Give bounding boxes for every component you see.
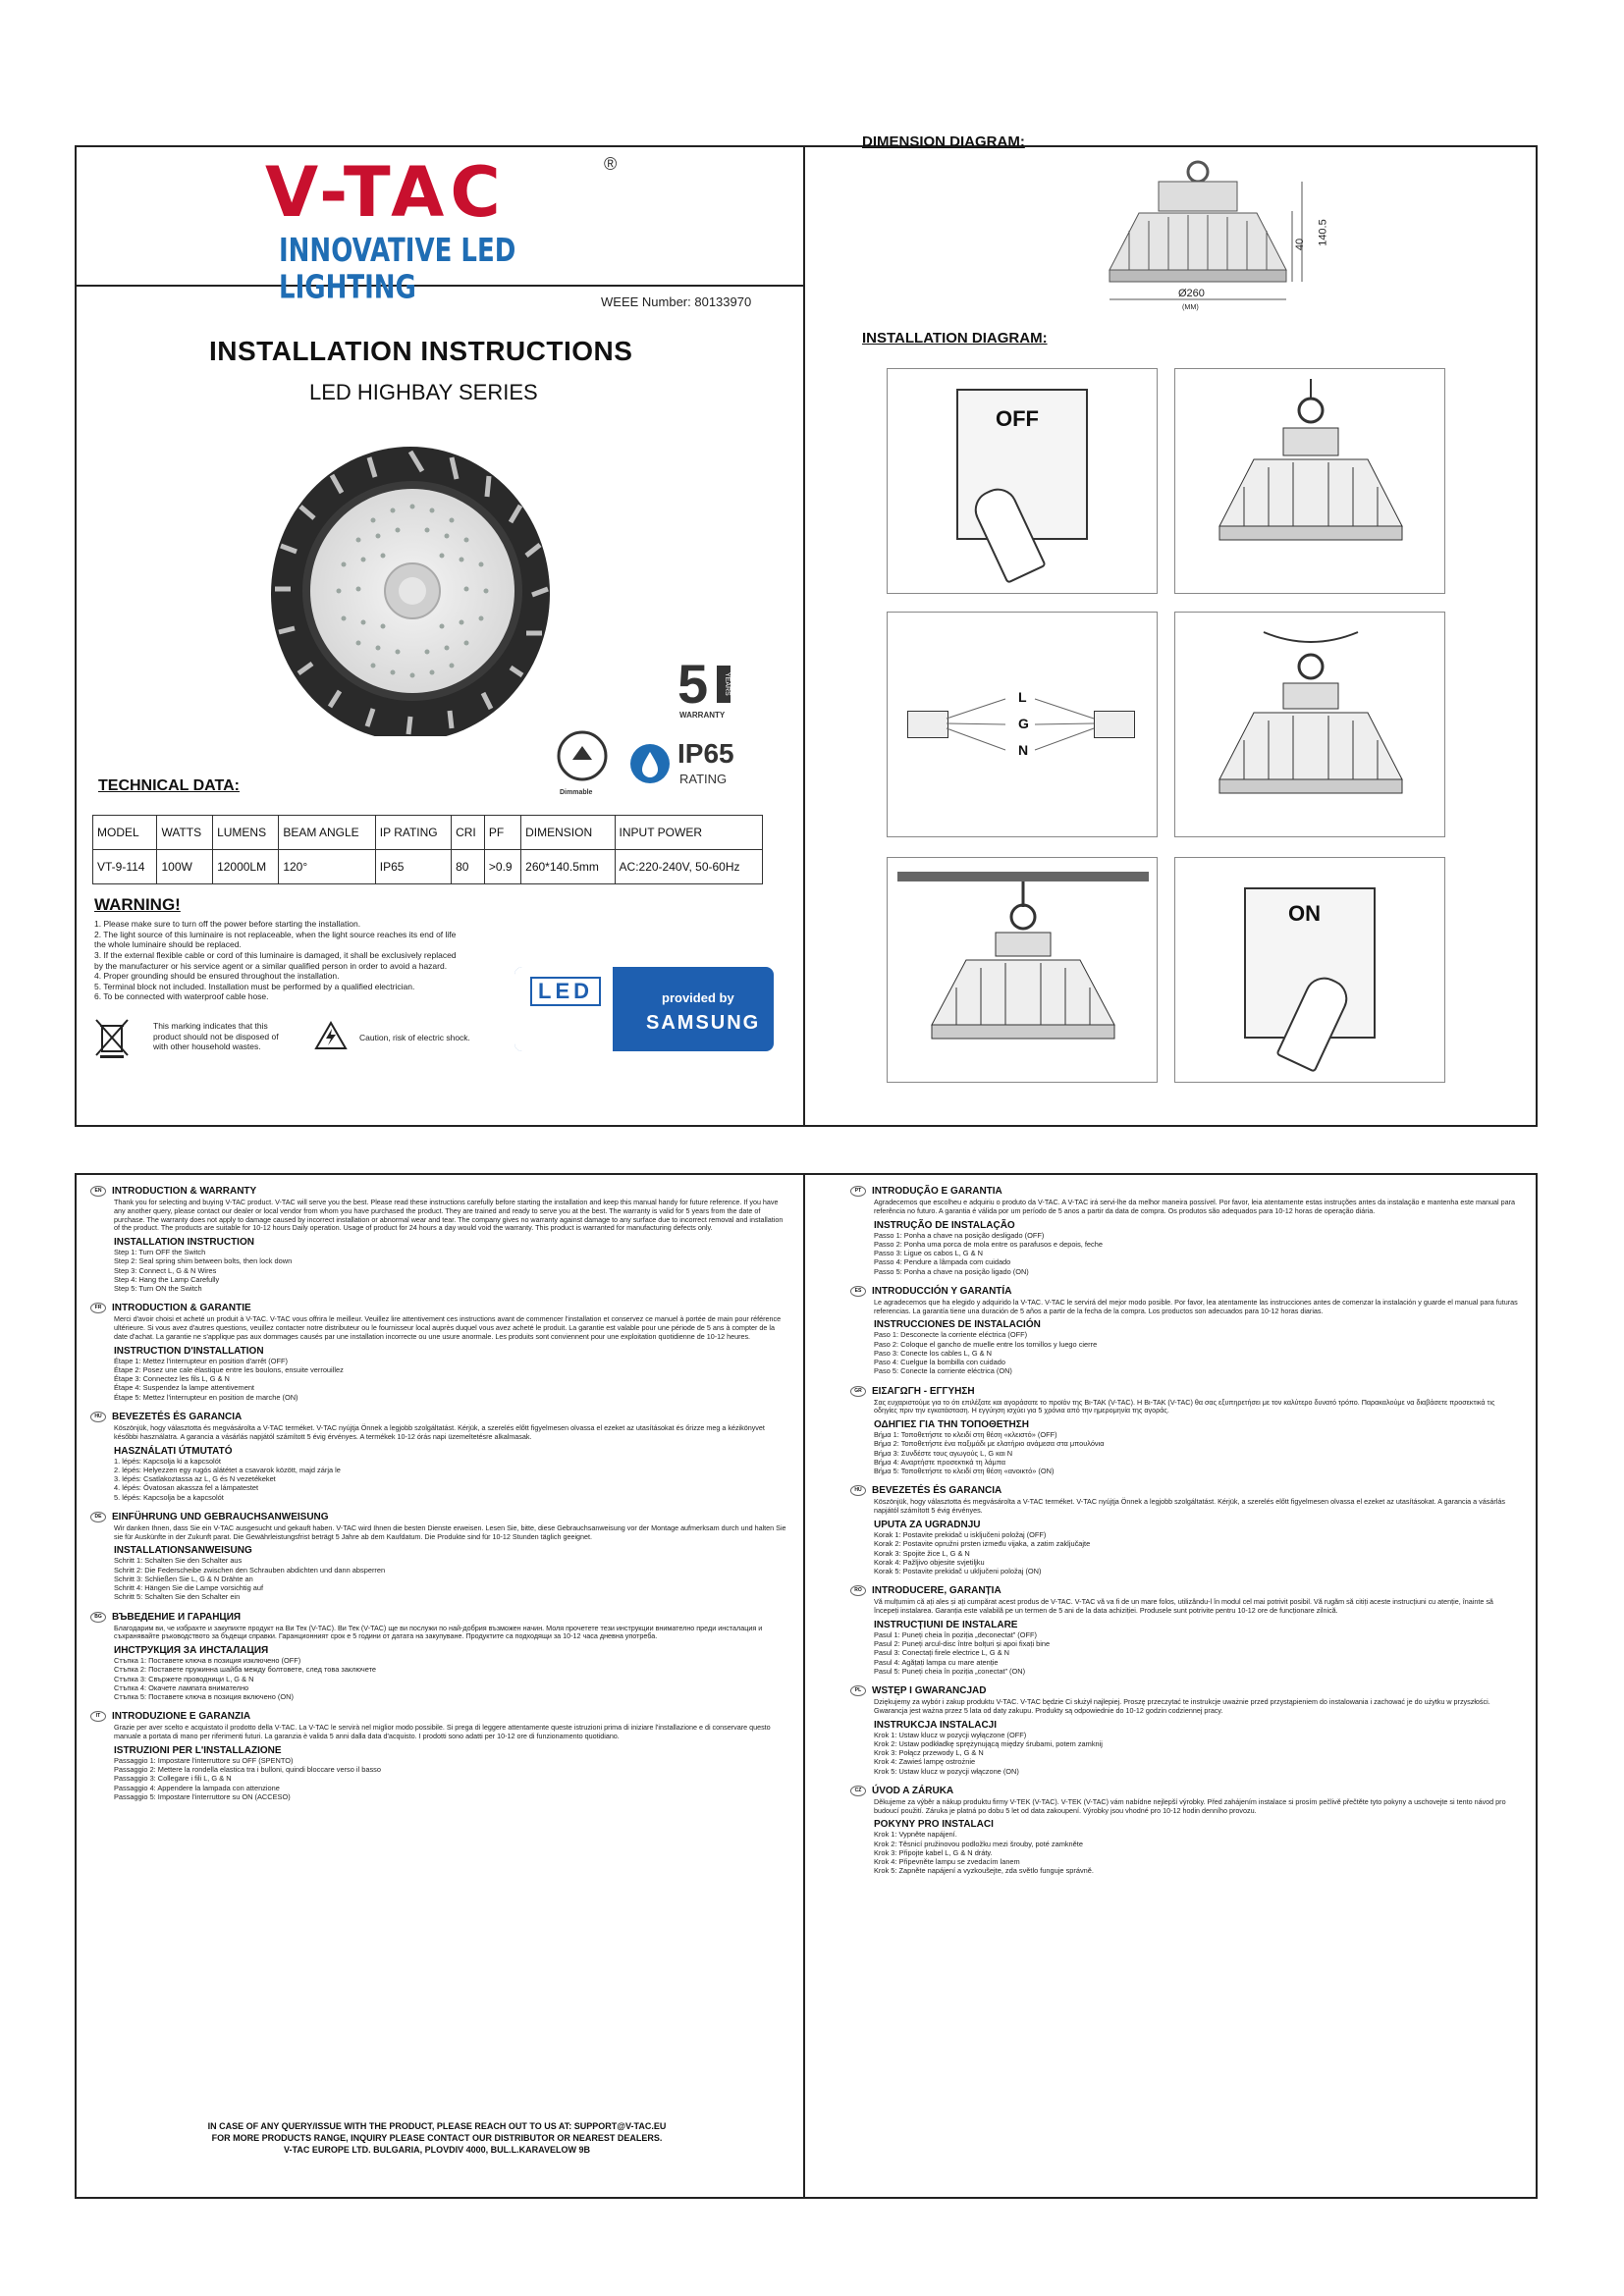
dimmable-label: Dimmable — [560, 789, 593, 796]
install-step-ceiling — [887, 857, 1158, 1083]
warning-heading: WARNING! — [94, 895, 181, 914]
dimmer-knob-icon — [555, 728, 610, 783]
language-section-cz — [850, 1786, 1518, 1876]
water-drop-icon — [628, 742, 672, 785]
language-title: ВЪВЕДЕНИЕ И ГАРАНЦИЯ — [112, 1611, 242, 1623]
step-item: Passaggio 2: Mettere la rondella elastica tra i bulloni, quindi bloccare verso il basso — [114, 1765, 381, 1775]
language-section-pl — [850, 1685, 1518, 1776]
th-beam-angle: BEAM ANGLE — [279, 816, 375, 850]
step-item: Étape 5: Mettez l'interrupteur en position de marche (ON) — [114, 1392, 298, 1402]
steps-title: INSTRUCȚIUNI DE INSTALARE — [874, 1619, 1018, 1630]
flag-icon: FR — [90, 1303, 106, 1313]
step-item: Korak 3: Spojite žice L, G & N — [874, 1548, 970, 1558]
language-body: Σας ευχαριστούμε για το ότι επιλέξατε και αγοράσατε το προϊόν της Βι-ΤΑΚ (V-TAC). Η Βι-ΤΑΚ (V-TAC) θα σας εξυπηρετήσει με τον καλύτερο δυνατό τρόπο. Παρακαλούμε να διαβάσετε προσεκτικά τις οδηγίες πριν την εγκατάσταση. Η εγγύηση ισχύει για 5 χρόνια από την ημερομηνία της αγοράς. — [874, 1397, 1495, 1415]
th-pf: PF — [484, 816, 520, 850]
flag-icon: RO — [850, 1585, 866, 1596]
step-item: Krok 1: Vypněte napájení. — [874, 1830, 957, 1840]
steps-list — [874, 1530, 1518, 1575]
warning-item: 4. Proper grounding should be ensured throughout the installation. — [94, 971, 340, 982]
th-model: MODEL — [93, 816, 157, 850]
warranty-number: 5 — [677, 653, 709, 715]
step-item: Стъпка 5: Поставете ключа в позиция включено (ON) — [114, 1692, 294, 1702]
flag-icon: PL — [850, 1685, 866, 1696]
language-title: INTRODUCCIÓN Y GARANTÍA — [872, 1285, 1012, 1297]
steps-list — [114, 1756, 789, 1801]
flag-icon: GR — [850, 1386, 866, 1397]
flag-icon: PT — [850, 1186, 866, 1197]
th-input-power: INPUT POWER — [615, 816, 762, 850]
th-ip-rating: IP RATING — [375, 816, 451, 850]
step-item: Step 5: Turn ON the Switch — [114, 1284, 202, 1294]
language-heading — [850, 1585, 1518, 1596]
step-item: Pasul 4: Agățați lampa cu mare atenție — [874, 1657, 999, 1667]
step-item: Стъпка 2: Поставете пружинна шайба между болтовете, след това заключете — [114, 1665, 377, 1675]
language-section-it — [90, 1711, 789, 1801]
td-beam-angle: 120° — [279, 850, 375, 884]
language-body: Dziękujemy za wybór i zakup produktu V-TAC. V-TAC będzie Ci służył najlepiej. Proszę przeczytać te instrukcje uważnie przed przystąpieniem do instalowania i zachować je do użytku w przyszłości. Gwarancja jest ważna przez 5 lata od daty zakupu. Produkty są odpowiednie do 10-12 godzin codziennej pracy. — [874, 1697, 1490, 1715]
highbay-product-image — [265, 432, 560, 736]
language-title: BEVEZETÉS ÉS GARANCIA — [112, 1411, 243, 1422]
step-item: Βήμα 2: Τοποθετήστε ένα παξιμάδι με ελατήριο ανάμεσα στα μπουλόνια — [874, 1439, 1105, 1449]
steps-title: HASZNÁLATI ÚTMUTATÓ — [114, 1445, 233, 1457]
steps-list — [874, 1830, 1518, 1875]
lamp-with-hook-icon — [1175, 369, 1446, 595]
steps-list — [114, 1248, 789, 1293]
samsung-led-badge — [514, 967, 774, 1051]
switch-on-label: ON — [1288, 901, 1321, 926]
step-item: Step 3: Connect L, G & N Wires — [114, 1265, 217, 1275]
warranty-label: WARRANTY — [679, 711, 726, 720]
install-step-on — [1174, 857, 1445, 1083]
language-title: INTRODUCTION & GARANTIE — [112, 1303, 251, 1314]
flag-icon: IT — [90, 1711, 106, 1722]
language-body: Köszönjük, hogy választotta és megvásárolta a V-TAC terméket. V-TAC nyújtja Önnek a legjobb szolgáltatást. Kérjük, a szerelés előtt figyelmesen olvassa el ezeket az utasításokat és őrizze meg a kézikönyvet későbbi használatra. A garancia a vásárlás napjától számított 5 évig érvényes. A termékek 10-12 órás napi üzemeltetésre alkalmasak. — [114, 1422, 765, 1441]
warning-item: 5. Terminal block not included. Installation must be performed by a qualified electrician. — [94, 981, 415, 991]
steps-title: INSTRUCTION D'INSTALLATION — [114, 1345, 264, 1357]
languages-right-column — [850, 1186, 1518, 1886]
step-item: Pasul 2: Puneți arcul-disc între bolțuri și apoi fixați bine — [874, 1639, 1051, 1649]
language-title: INTRODUÇÃO E GARANTIA — [872, 1186, 1002, 1197]
language-heading — [90, 1186, 789, 1197]
registered-mark: ® — [604, 154, 618, 174]
step-item: Pasul 5: Puneți cheia în poziția „conectat” (ON) — [874, 1666, 1026, 1676]
step-item: 1. lépés: Kapcsolja ki a kapcsolót — [114, 1456, 221, 1466]
samsung-provided-by: provided by — [662, 990, 734, 1005]
step-item: Paso 5: Conecte la corriente eléctrica (ON) — [874, 1366, 1012, 1376]
footer-line-support: IN CASE OF ANY QUERY/ISSUE WITH THE PRODUCT, PLEASE REACH OUT TO US AT: SUPPORT@V-TAC.EU — [207, 2121, 667, 2131]
step-item: Pasul 1: Puneți cheia în poziția „deconectat” (OFF) — [874, 1629, 1037, 1639]
brand-logo — [265, 152, 638, 306]
warning-item: by the manufacturer or his service agent or a similar qualified person in order to avoid a hazard. — [94, 960, 448, 971]
wires-graphic — [888, 613, 1159, 838]
installation-diagram-heading: INSTALLATION DIAGRAM: — [862, 330, 1048, 347]
warning-item: 2. The light source of this luminaire is not replaceable, when the light source reaches its end of life — [94, 929, 457, 939]
install-step-wires — [887, 612, 1158, 837]
step-item: Paso 3: Conecte los cables L, G & N — [874, 1348, 992, 1358]
language-section-pt — [850, 1186, 1518, 1276]
step-item: Étape 3: Connectez les fils L, G & N — [114, 1374, 230, 1384]
language-heading — [90, 1303, 789, 1313]
dimmable-badge — [548, 728, 617, 797]
wire-label-g: G — [1018, 716, 1029, 731]
language-section-fr — [90, 1303, 789, 1402]
language-title: INTRODUZIONE E GARANZIA — [112, 1711, 251, 1723]
install-step-hang — [1174, 612, 1445, 837]
language-heading — [850, 1286, 1518, 1297]
ip-rating-badge — [628, 738, 766, 797]
language-section-bg — [90, 1612, 789, 1702]
language-title: ÚVOD A ZÁRUKA — [872, 1785, 954, 1796]
page-subtitle: LED HIGHBAY SERIES — [309, 380, 538, 404]
step-item: Schritt 2: Die Federscheibe zwischen den Schrauben abdichten und dann absperren — [114, 1565, 386, 1575]
warning-item: 3. If the external flexible cable or cord of this luminaire is damaged, it shall be exclusively replaced — [94, 949, 457, 960]
step-item: Passo 2: Ponha uma porca de mola entre os parafusos e depois, feche — [874, 1239, 1103, 1249]
language-section-ro — [850, 1585, 1518, 1676]
language-body: Thank you for selecting and buying V-TAC product. V-TAC will serve you the best. Please read these instructions carefully before starting the installation and keep this manual handy for future reference. If you have any another query, please contact our dealer or local vendor from whom you have purchased the product. They are trained and ready to serve you at the best. The warranty is valid for 5 years from the date of purchase. The warranty does not apply to damage caused by incorrect installation or abnormal wear and tear. The company gives no warranty against damage to any surface due to incorrect removal and installation of the product. The products are suitable for 10-12 hours Daily operation. Usage of product for 24 hours a day would void the warranty. This product is warranted for manufacturing defects only. — [114, 1198, 784, 1233]
steps-title: ΟΔΗΓΙΕΣ ΓΙΑ ΤΗΝ ΤΟΠΟΘΕΤΗΣΗ — [874, 1419, 1029, 1431]
step-item: Korak 5: Postavite prekidač u uključeni položaj (ON) — [874, 1567, 1042, 1575]
step-item: 4. lépés: Óvatosan akassza fel a lámpatestet — [114, 1483, 259, 1493]
language-title: WSTĘP I GWARANCJAD — [872, 1685, 987, 1697]
steps-list — [874, 1630, 1518, 1676]
footer-line-dealers: FOR MORE PRODUCTS RANGE, INQUIRY PLEASE CONTACT OUR DISTRIBUTOR OR NEAREST DEALERS. — [211, 2133, 663, 2144]
step-item: Krok 2: Ustaw podkładkę sprężynującą między śrubami, potem zamknij — [874, 1738, 1103, 1748]
electric-shock-warning-icon — [314, 1021, 348, 1050]
language-body: Köszönjük, hogy választotta és megvásárolta a V-TAC terméket. V-TAC nyújtja Önnek a legjobb szolgáltatást. Kérjük, a szerelés előtt figyelmesen olvassa el ezeket az utasításokat. A garancia a vásárlás napjától számított 5 évig érvényes. — [874, 1497, 1505, 1516]
step-item: Korak 2: Postavite opružni prsten između vijaka, a zatim zaključajte — [874, 1539, 1091, 1549]
steps-title: INSTALLATIONSANWEISUNG — [114, 1545, 252, 1557]
language-body: Grazie per aver scelto e acquistato il prodotto della V-TAC. La V-TAC le servirà nel miglior modo possibile. Si prega di leggere attentamente queste istruzioni prima di iniziare l'installazione e di conservare questo manuale a portata di mano per riferimenti futuri. La garanzia è valida 5 anni dalla data d'acquisto. I prodotti sono adatti per 10-12 ore di funzionamento quotidiano. — [114, 1723, 771, 1741]
td-lumens: 12000LM — [213, 850, 279, 884]
steps-list — [114, 1656, 789, 1701]
samsung-brand: SAMSUNG — [646, 1012, 761, 1034]
ip-rating-value: IP65 — [677, 738, 734, 769]
warning-item: 1. Please make sure to turn off the power before starting the installation. — [94, 919, 361, 929]
language-section-de — [90, 1512, 789, 1602]
technical-data-table — [92, 815, 763, 884]
language-title: INTRODUCERE, GARANȚIA — [872, 1585, 1001, 1597]
top-center-divider — [803, 145, 805, 1127]
td-ip-rating: IP65 — [375, 850, 451, 884]
language-body: Благодарим ви, че избрахте и закупихте продукт на Ви Тек (V-TAC). Ви Тек (V-TAC) ще ви послужи по най-добрия възможен начин. Моля прочетете тези инструкции внимателно преди инсталация и съхранявайте ръководството за бъдещи справки. Гаранционният срок е 5 години от датата на закупуване. Продуктите са подходящи за 10-12 часа дневна употреба. — [114, 1623, 763, 1641]
language-title: ΕΙΣΑΓΩΓΗ - ΕΓΓΥΗΣΗ — [872, 1385, 975, 1397]
language-title: BEVEZETÉS ÉS GARANCIA — [872, 1485, 1002, 1497]
warning-item: the whole luminaire should be replaced. — [94, 939, 242, 950]
step-item: Étape 4: Suspendez la lampe attentivement — [114, 1383, 254, 1393]
step-item: Step 4: Hang the Lamp Carefully — [114, 1274, 220, 1284]
td-watts: 100W — [157, 850, 213, 884]
footer-line-address: V-TAC EUROPE LTD. BULGARIA, PLOVDIV 4000, BUL.L.KARAVELOW 9B — [283, 2145, 591, 2156]
step-item: Krok 2: Těsnicí pružinovou podložku mezi šrouby, poté zamkněte — [874, 1839, 1083, 1848]
td-dimension: 260*140.5mm — [521, 850, 615, 884]
steps-title: INSTRUCCIONES DE INSTALACIÓN — [874, 1319, 1041, 1331]
language-heading — [90, 1612, 789, 1623]
step-item: Étape 2: Posez une cale élastique entre les boulons, ensuite verrouillez — [114, 1364, 344, 1374]
switch-off-label: OFF — [996, 406, 1039, 431]
warranty-years: YEARS — [717, 666, 731, 703]
step-item: Korak 1: Postavite prekidač u isključeni položaj (OFF) — [874, 1530, 1047, 1539]
language-section-es — [850, 1286, 1518, 1376]
step-item: Krok 1: Ustaw klucz w pozycji wyłączone (OFF) — [874, 1730, 1027, 1739]
step-item: 5. lépés: Kapcsolja be a kapcsolót — [114, 1492, 224, 1502]
steps-title: ISTRUZIONI PER L'INSTALLAZIONE — [114, 1744, 282, 1756]
step-item: Schritt 4: Hängen Sie die Lampe vorsichtig auf — [114, 1583, 264, 1593]
dimension-diagram-heading: DIMENSION DIAGRAM: — [862, 133, 1025, 150]
step-item: Schritt 5: Schalten Sie den Schalter ein — [114, 1592, 241, 1602]
dimension-width: Ø260 — [1178, 288, 1205, 299]
step-item: Paso 2: Coloque el gancho de muelle entre los tornillos y luego cierre — [874, 1339, 1098, 1349]
bottom-center-divider — [803, 1173, 805, 2199]
step-item: Стъпка 3: Свържете проводници L, G & N — [114, 1674, 254, 1683]
td-input-power: AC:220-240V, 50-60Hz — [615, 850, 762, 884]
steps-title: INSTRUKCJA INSTALACJI — [874, 1719, 998, 1731]
flag-icon: EN — [90, 1186, 106, 1197]
step-item: Paso 4: Cuelgue la bombilla con cuidado — [874, 1358, 1005, 1367]
step-item: Passo 3: Ligue os cabos L, G & N — [874, 1249, 983, 1258]
step-item: Passo 1: Ponha a chave na posição desligado (OFF) — [874, 1230, 1045, 1240]
step-item: Passaggio 4: Appendere la lampada con attenzione — [114, 1783, 280, 1792]
language-heading — [850, 1786, 1518, 1796]
th-dimension: DIMENSION — [521, 816, 615, 850]
steps-list — [874, 1330, 1518, 1375]
languages-left-column — [90, 1186, 789, 1811]
language-body: Merci d'avoir choisi et acheté un produit à V-TAC. V-TAC vous offrira le meilleur. Veuillez lire attentivement ces instructions avant de commencer l'installation et conservez ce manuel à portée de main pour référence ultérieure. Si vous avez d'autres questions, veuillez contacter notre distributeur ou le fournisseur local auprès duquel vous avez acheté le produit. La garantie est valable pour une période de 5 ans à compter de la date d'achat. La garantie ne s'applique pas aux dommages causés par une installation incorrecte ou une usure anormale. Les produits sont conviennent pour une exploitation quotidienne de 10-12 heures. — [114, 1314, 782, 1341]
step-item: Βήμα 5: Τοποθετήστε το κλειδί στη θέση «ανοικτό» (ON) — [874, 1467, 1055, 1476]
crossed-bin-icon — [94, 1016, 130, 1059]
steps-title: INSTRUÇÃO DE INSTALAÇÃO — [874, 1219, 1015, 1231]
install-step-off — [887, 368, 1158, 594]
language-body: Agradecemos que escolheu e adquiriu o produto da V-TAC. A V-TAC irá servi-lhe da melhor maneira possível. Por favor, leia atentamente estas instruções antes da instalação e mantenha este manual para referência no futuro. A garantia é válida por um período de 5 anos a partir da data de compra. Os produtos são adequados para 10-12 horas de operação diária. — [874, 1198, 1515, 1215]
steps-title: ИНСТРУКЦИЯ ЗА ИНСТАЛАЦИЯ — [114, 1645, 269, 1657]
step-item: Krok 3: Połącz przewody L, G & N — [874, 1748, 984, 1758]
language-body: Vă mulțumim că ați ales și ați cumpărat acest produs de V-TAC. V-TAC vă va fi de un mare folos, utilizându-l în modul cel mai potrivit posibil. Vă rugăm să citiți aceste instrucțiuni cu atenție, înainte să începeți instalarea. Garanția este valabilă pe un termen de 5 ani de la data achiziției. Produsele sunt potrivite pentru 10-12 ore de funcționare zilnică. — [874, 1597, 1493, 1616]
steps-list — [114, 1457, 789, 1502]
page-title: INSTALLATION INSTRUCTIONS — [209, 336, 633, 366]
install-step-hook — [1174, 368, 1445, 594]
technical-data-heading: TECHNICAL DATA: — [98, 777, 240, 794]
step-item: Krok 5: Ustaw klucz w pozycji włączone (ON) — [874, 1766, 1019, 1776]
language-heading — [850, 1685, 1518, 1696]
language-body: Le agradecemos que ha elegido y adquirido la V-TAC. V-TAC le servirá del mejor modo posible. Por favor, lea atentamente las instrucciones antes de comenzar la instalación y guarde el manual para futuras referencias. La garantía tiene una duración de 5 años a partir de la fecha de la compra. Los productos son adecuados para 10-12 horas diarias. — [874, 1297, 1518, 1315]
led-label: LED — [530, 977, 601, 1006]
step-item: Βήμα 3: Συνδέστε τους αγωγούς L, G και N — [874, 1448, 1013, 1458]
steps-list — [874, 1731, 1518, 1776]
step-item: Βήμα 4: Αναρτήστε προσεκτικά τη λάμπα — [874, 1457, 1006, 1467]
td-pf: >0.9 — [484, 850, 520, 884]
weee-number: WEEE Number: 80133970 — [601, 294, 752, 309]
step-item: Korak 4: Pažljivo objesite svjetiljku — [874, 1557, 985, 1567]
dimension-height-total: 140.5 — [1317, 219, 1329, 246]
step-item: Passaggio 3: Collegare i fili L, G & N — [114, 1774, 232, 1784]
brand-name: V-TAC — [265, 152, 507, 233]
step-item: Стъпка 1: Поставете ключа в позиция изключено (OFF) — [114, 1656, 301, 1666]
support-footer — [98, 2120, 776, 2156]
step-item: Krok 4: Připevněte lampu se zvedacím lanem — [874, 1857, 1020, 1867]
step-item: Βήμα 1: Τοποθετήστε το κλειδί στη θέση «κλειστό» (OFF) — [874, 1430, 1057, 1440]
step-item: Krok 5: Zapněte napájení a vyzkoušejte, zda světlo funguje správně. — [874, 1866, 1094, 1876]
step-item: Krok 4: Zawieś lampę ostrożnie — [874, 1757, 976, 1767]
th-watts: WATTS — [157, 816, 213, 850]
brand-tagline: INNOVATIVE LED LIGHTING — [279, 233, 516, 306]
language-heading — [850, 1186, 1518, 1197]
language-section-en — [90, 1186, 789, 1293]
warning-list — [94, 919, 507, 1002]
warning-item: 6. To be connected with waterproof cable hose. — [94, 991, 269, 1002]
weee-disposal-note: This marking indicates that this product should not be disposed of with other household wastes. — [153, 1021, 279, 1052]
step-item: Étape 1: Mettez l'interrupteur en position d'arrêt (OFF) — [114, 1356, 288, 1365]
step-item: Pasul 3: Conectați firele electrice L, G & N — [874, 1648, 1010, 1658]
step-item: Passo 4: Pendure a lâmpada com cuidado — [874, 1257, 1011, 1267]
step-item: Стъпка 4: Окачете лампата внимателно — [114, 1682, 249, 1692]
language-heading — [90, 1412, 789, 1422]
steps-list — [874, 1430, 1518, 1475]
step-item: Paso 1: Desconecte la corriente eléctrica (OFF) — [874, 1330, 1028, 1340]
flag-icon: ES — [850, 1286, 866, 1297]
td-model: VT-9-114 — [93, 850, 157, 884]
step-item: Step 2: Seal spring shim between bolts, then lock down — [114, 1256, 293, 1266]
language-body: Děkujeme za výběr a nákup produktu firmy V-TEK (V-TAC). V-TEK (V-TAC) vám nabídne nejlepší výrobky. Před zahájením instalace si prosím pečlivě přečtěte tyto pokyny a uschovejte si tento návod pro budoucí použití. Záruka je platná po dobu 5 let od data zakoupení. Výrobky jsou vhodné pro 10-12 hodin denního provozu. — [874, 1796, 1506, 1815]
step-item: Step 1: Turn OFF the Switch — [114, 1248, 206, 1257]
th-lumens: LUMENS — [213, 816, 279, 850]
technical-data-row — [93, 850, 763, 884]
step-item: Passaggio 1: Impostare l'interruttore su OFF (SPENTO) — [114, 1755, 294, 1765]
step-item: 2. lépés: Helyezzen egy rugós alátétet a csavarok között, majd zárja le — [114, 1465, 341, 1474]
language-section-hu — [850, 1485, 1518, 1575]
language-section-gr — [850, 1386, 1518, 1476]
flag-icon: HU — [850, 1485, 866, 1496]
language-title: INTRODUCTION & WARRANTY — [112, 1186, 257, 1197]
ip-rating-label: RATING — [679, 772, 728, 786]
language-heading — [90, 1512, 789, 1522]
warranty-badge — [677, 653, 746, 724]
steps-list — [874, 1231, 1518, 1276]
language-title: EINFÜHRUNG UND GEBRAUCHSANWEISUNG — [112, 1511, 329, 1522]
flag-icon: HU — [90, 1412, 106, 1422]
technical-header-row — [93, 816, 763, 850]
step-item: Passo 5: Ponha a chave na posição ligado (ON) — [874, 1266, 1029, 1276]
step-item: 3. lépés: Csatlakoztassa az L, G és N vezetékeket — [114, 1474, 276, 1484]
language-heading — [850, 1386, 1518, 1397]
step-item: Passaggio 5: Impostare l'interruttore su ON (ACCESO) — [114, 1791, 291, 1801]
steps-title: POKYNY PRO INSTALACI — [874, 1819, 994, 1831]
step-item: Schritt 3: Schließen Sie L, G & N Drähte an — [114, 1574, 253, 1583]
lamp-hanging-icon — [1175, 613, 1446, 838]
language-section-hu — [90, 1412, 789, 1502]
wire-label-n: N — [1018, 742, 1029, 758]
language-heading — [850, 1485, 1518, 1496]
electric-shock-note: Caution, risk of electric shock. — [359, 1033, 470, 1042]
step-item: Schritt 1: Schalten Sie den Schalter aus — [114, 1556, 243, 1566]
flag-icon: DE — [90, 1512, 106, 1522]
step-item: Krok 3: Připojte kabel L, G & N dráty. — [874, 1847, 993, 1857]
th-cri: CRI — [452, 816, 485, 850]
steps-title: UPUTA ZA UGRADNJU — [874, 1520, 981, 1530]
steps-list — [114, 1556, 789, 1601]
language-body: Wir danken Ihnen, dass Sie ein V-TAC ausgesucht und gekauft haben. V-TAC wird Ihnen die besten Dienste erweisen. Lesen Sie, bitte, diese Gebrauchsanweisung vor der Montage aufmerksam durch und halten Sie sie für Auskünfte in der Zukunft parat. Die Gewährleistungsfrist beträgt 5 Jahre ab dem Kaufdatum. Die Produkte sind für 10-12 Stunden täglich geeignet. — [114, 1522, 786, 1541]
dimension-unit: (MM) — [1182, 302, 1199, 311]
steps-title: INSTALLATION INSTRUCTION — [114, 1237, 254, 1249]
wire-label-l: L — [1018, 689, 1027, 705]
dimension-height-top: 40 — [1294, 238, 1307, 251]
flag-icon: BG — [90, 1612, 106, 1623]
language-heading — [90, 1711, 789, 1722]
steps-list — [114, 1357, 789, 1402]
flag-icon: CZ — [850, 1786, 866, 1796]
lamp-ceiling-icon — [888, 858, 1159, 1084]
td-cri: 80 — [452, 850, 485, 884]
